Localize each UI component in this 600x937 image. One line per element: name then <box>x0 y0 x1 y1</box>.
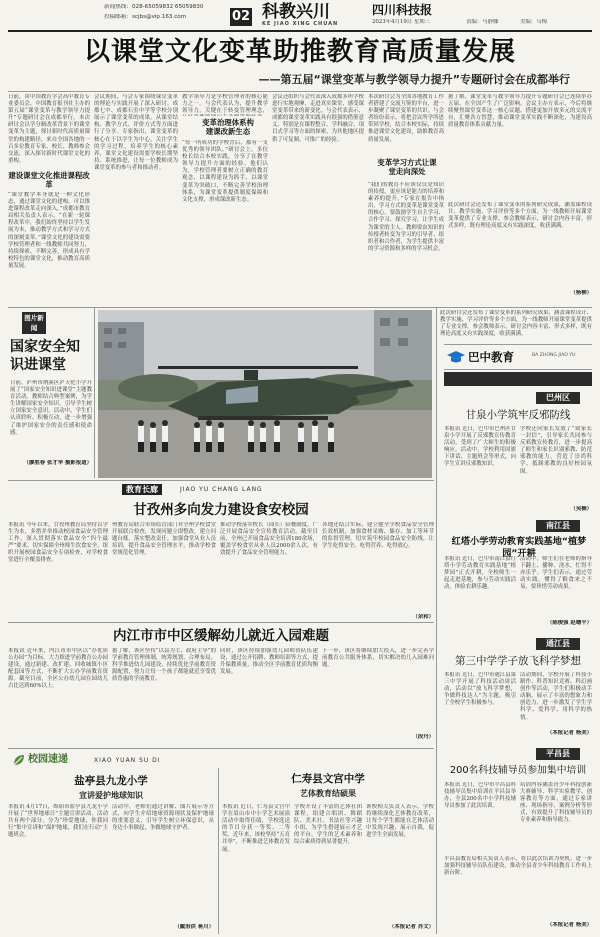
edu-a1-c1: 本报讯 今年以来，甘孜州教育局坚持以学生为本，多措并举推动校园食品安全管理工作，深入贯彻落实食品安全“四个最严”要求，切实保障全州师生饮食安全。组织开展校园食品安全专项检查，对学校食堂进行全覆盖排查。 <box>8 522 108 564</box>
edu-a2-c1: 本报讯 近年来，内江市市中区以“办优质公办园”为目标，大力推进学前教育公办园建设，通过新建、改扩建、回收城镇小区配套园等方式，不断扩大公办学前教育资源。截至目前，全区公办幼儿园在园幼儿占比达到60%以上。 <box>8 648 108 690</box>
bazhong-a4-title: 200名科技辅导员参加集中培训 <box>449 765 587 776</box>
lead-col1: 日前，由中国教育学会高中教育专业委员会、中国教育报刊社主办的第五届“课堂变革与教学领导力提升”专题研讨会在成都举行。本次研讨会以学分制改革背景下的课堂变革为主题，探讨新时代高质量课堂的构建路径，来自全国各地的一百多位教育专家、校长、教师参会交流，深入探讨新时代课堂文化的重构。 <box>8 94 90 164</box>
issue-date: 2023年4月19日 星期三 <box>372 19 431 25</box>
graduation-cap-icon <box>446 350 466 366</box>
section-title: 科教兴川 <box>262 2 330 22</box>
campus-a2-title: 仁寿县文宫中学 <box>291 773 365 785</box>
feature-top-rule <box>8 307 592 308</box>
district-tag-nanjiang: 南江县 <box>536 520 580 532</box>
right-column-divider <box>436 308 437 934</box>
paper-name: 四川科技报 <box>372 3 433 17</box>
bazhong-info-strip <box>444 372 592 386</box>
feature-tag: 图片新闻 <box>22 312 46 334</box>
bazhong-a3-title: 第三中学学子放飞科学梦想 <box>455 655 581 667</box>
masthead-tel: 新闻热线：028-65059832 65059830 <box>104 4 204 10</box>
campus-section-header <box>8 752 208 768</box>
bazhong-a2-c2: 活动中，师生们在老师的指导下翻土、播种、浇水，忙得不亦乐乎。学生们表示，通过劳动实践，懂得了粮食来之不易，要珍惜劳动成果。 <box>520 556 592 591</box>
lead-col4: 会议还组织与会代表深入成都多所学校进行实地观摩，走进真实课堂，感受课堂变革带来的新变化。与会代表表示，成都的课堂变革实践具有很强的借鉴意义，特别是在课程整合、学科融合、项目式学习等方面的探索，为其他地区提供了可复制、可推广的经验。 <box>272 94 364 143</box>
edu-a1-title: 甘孜州多向发力建设食安校园 <box>133 502 309 518</box>
lead-col5: 本次研讨会为全国各地教育工作者搭建了交流互鉴的平台，进一步凝聚了课堂变革的共识。与会者纷纷表示，将把会议所学所思带回学校，结合本校实际，持续推进课堂文化建设，助推教育高质量发展。 <box>368 94 444 143</box>
bazhong-a1-c1: 本报讯 近日，巴中市巴州区甘泉小学开展了反邪教宣传教育活动，受到了广大师生的积极响应。活动中，学校利用国旗下讲话、主题班会等形式，向学生宣讲反邪教知识。 <box>444 426 516 468</box>
leaf-icon <box>12 753 26 767</box>
campus-a1-title: 盐亭县九龙小学 <box>74 775 148 787</box>
lead-col1b: “课堂教学本身就是一种文化形态，通过课堂文化的建构，可以推进课程改革走向深入。”成都市教育局相关负责人表示，“在新一轮课程改革中，我们始终坚持以学生发展为本，推动教学方式和学习方式的深刻变革。”课堂文化的建设需要学校管理者和一线教师共同努力，持续探索、不断完善，形成具有学校特色的课堂文化，推动教育高质量发展。 <box>8 192 90 269</box>
bazhong-a3-c2: 活动期间，学校开展了科技小制作、科普知识竞赛、科幻画创作等活动，学生们积极动手动脑，展示了丰富的想象力和创造力，进一步激发了学生学科学、爱科学、用科学的热情。 <box>520 672 592 721</box>
edu-a1-c2: 州教育局联合市场监管部门对全州学校食堂开展联合检查，发现问题立即整改，建立问题台账，落实整改责任。加强食堂从业人员培训，提升食品安全管理水平，推动学校食堂规范化管理。 <box>112 522 216 557</box>
feature-body: 日前，泸州市纳溪区泸天化小学开展了“国家安全知识进课堂”主题教育活动。教师结合典型案例，为学生讲解国家安全知识，引导学生树立国家安全意识。活动中，学生们认真聆听、积极互动，进一步增强了维护国家安全的责任感和使命感。 <box>10 380 92 436</box>
bazhong-banner-title: 巴中教育 <box>468 350 514 364</box>
designer: 美编：乌梅 <box>520 19 547 25</box>
district-tag-pingchang: 平昌县 <box>536 748 580 760</box>
lead-subhead-3: 变革学习方式让课堂走向深处 <box>377 158 437 176</box>
lead-col5b: “我们的教育不应该仅仅是知识的传授，更应该是能力的培养和素养的提升。”专家在报告中指出，学习方式的变革是课堂变革的核心。要鼓励学生自主学习、合作学习、探究学习，让学生成为课堂的主人。教师要由知识的传授者转变为学习的引导者、组织者和合作者，为学生提供丰富的学习资源和多样的学习机会。 <box>368 182 444 252</box>
bazhong-a2-c1: 本报讯 近日，巴中市南江县红塔小学劳动教育实践基地“植梦园”正式开耕，全校师生一起走进基地，参与劳动实践活动，体验农耕乐趣。 <box>444 556 516 591</box>
lead-col6b: 此次研讨会还发布了课堂变革的系列研究成果，涵盖课程设计、教学实施、学习评价等多个方面，为一线教师开展课堂变革提供了专业支撑。参会教师表示，研讨会内容丰富、形式多样，既有理论高度又有实践深度，收获满满。 <box>448 202 592 230</box>
helicopter-scene-illustration <box>98 310 432 478</box>
campus-top-rule <box>8 748 434 749</box>
campus-divider <box>218 768 219 934</box>
education-section-header <box>100 483 340 497</box>
bazhong-a2-title: 红塔小学劳动教育实践基地“植梦园”开耕 <box>451 536 587 559</box>
bazhong-banner-en: BA ZHONG JIAO YU <box>532 353 576 358</box>
campus-a1-c1: 本报讯 4月17日，绵阳市盐亭县九龙小学开展了“世界地球日”主题宣讲活动。活动共有两个部分，分为“珍爱地球，你我同行”集中宣讲和“保护地球，我们在行动”主题班会。 <box>8 804 108 839</box>
campus-a2-c2: 学校开设了丰富的艺体社团课程，组建合唱团、舞蹈队、美术社、书法社等兴趣小组，为学生搭建展示才艺的平台，学生的艺术素养和综合素质得到显著提升。 <box>294 804 362 846</box>
lead-col2: 会议期间，与会专家围绕课堂变革的理论与实践开展了深入研讨。成都七中、成都石室中学等学校分别展示了课堂变革的成果，从课堂结构、教学方式、评价方式等方面进行了分享。专家指出，课堂变革的核心在于以学生为中心，关注学生的学习过程，培养学生的核心素养，课堂文化建设需要学校长期坚持、系统推进，让每一位教师成为课堂变革的参与者和推动者。 <box>94 94 178 171</box>
education-section-label: 教育长廊 <box>122 484 162 495</box>
bazhong-a2-byline: （陈俊强 赵曙平） <box>546 620 592 626</box>
education-section-en: JIAO YU CHANG LANG <box>180 486 263 493</box>
district-tag-tongjiang: 通江县 <box>536 638 580 650</box>
bazhong-a4-c2: 培训内容涵盖青少年科技创新大赛辅导、科学实验教学、创客教育等方面，通过专家讲座、现场指导、案例分析等形式，有效提升了科技辅导员的专业素养和指导能力。 <box>520 782 592 824</box>
edu-a2-c2: 据了解，该区坚持“以县为主、政府主导”的学前教育管理体制，统筹规划，合理布局，科学推进幼儿园建设，持续优化学前教育资源配置，努力让每一个孩子都能就近享受优质普惠的学前教育。 <box>112 648 216 683</box>
feature-credit: （廖胜春 张才华 摄影报道） <box>23 460 92 466</box>
edu-a2-c4: 下一步，该区将继续加大投入，进一步完善学前教育公共服务体系，切实解决幼儿入园难问题。 <box>322 648 434 669</box>
edu-a2-c3: 同时，该区持续加强幼儿园师资队伍建设，通过公开招聘、教师培训等方式，提升保教质量，推动全区学前教育优质均衡发展。 <box>220 648 318 676</box>
feature-title: 国家安全知识进课堂 <box>10 339 80 373</box>
bazhong-a3-byline: （本报记者 杨美） <box>546 730 592 736</box>
page-number: 02 <box>231 9 251 24</box>
campus-a1-sub: 宣讲爱护地球知识 <box>79 791 143 800</box>
feature-divider <box>94 308 95 478</box>
bazhong-a4-byline: （本报记者 杨美） <box>546 922 592 928</box>
lead-source: （杨柳） <box>570 290 592 296</box>
bazhong-a1-title: 甘泉小学筑牢反邪防线 <box>465 409 571 421</box>
edu-a1-c4: 各地还结合实际，建立健全学校食品安全管理长效机制，加强食材采购、储存、加工等环节的监督管理，切实筑牢校园食品安全防线，让学生吃得安全、吃得营养、吃得放心。 <box>322 522 434 550</box>
campus-a2-sub: 艺体教育结硕果 <box>300 789 356 798</box>
lead-col3b: “每一所成功的学校背后，都有一支优秀的领导团队。”研讨会上，多位校长结合本校实践，分享了在教学领导力提升方面的经验。他们认为，学校管理者要树立正确的教育观念，以课程建设为抓手，以课堂变革为突破口，不断完善学校治理体系，为课堂变革提供制度保障和文化支撑，形成课改新生态。 <box>182 140 268 203</box>
campus-a2-byline: （本报记者 苏文） <box>388 924 434 930</box>
campus-section-en: XIAO YUAN SU DI <box>94 757 161 764</box>
section-title-en: KE JIAO XING CHUAN <box>262 21 339 27</box>
lead-subhead-1: 建设课堂文化推进课程改革 <box>8 171 90 189</box>
district-tag-bazhou: 巴州区 <box>536 392 580 404</box>
lead-col7: 此次研讨会还发布了课堂变革的系列研究成果，涵盖课程设计、教学实施、学习评价等多个方面，为一线教师开展课堂变革提供了专业支撑。参会教师表示，研讨会内容丰富、形式多样，既有理论高度又有实践深度，收获满满。 <box>440 310 592 338</box>
campus-a1-byline: （戴治洪 蒋川） <box>174 924 214 930</box>
lead-rule <box>8 91 592 92</box>
bazhong-a4-c1: 本报讯 近日，巴中市平昌县科技辅导员集中培训在平昌县举办，全县200名中小学科技辅导员参加了此次培训。 <box>444 782 516 810</box>
bazhong-a1-byline: （吴楠） <box>570 506 592 512</box>
masthead-email: 投稿邮箱：scjbs@vip.163.com <box>104 14 187 20</box>
edu-a2-title: 内江市市中区缓解幼儿就近入园难题 <box>113 628 329 644</box>
campus-a2-c1: 本报讯 近日，仁寿县文宫中学在眉山市中小学艺术展演活动中取得佳绩，学校选送的节目分获一等奖、二等奖。近年来，该校坚持“五育并举”，不断推进艺体教育发展。 <box>222 804 290 853</box>
campus-section-label: 校园速递 <box>28 754 68 765</box>
edu-a2-byline: （段丹） <box>412 734 434 740</box>
edu-a2-rule <box>8 622 434 623</box>
feature-photo <box>98 310 432 478</box>
lead-headline: 以课堂文化变革助推教育高质量发展 <box>83 37 516 67</box>
edu-a1-c3: 推动学校落实校长（园长）陪餐制度，广泛开展食品安全宣传教育活动。截至目前，全州已开展食品安全培训180余场，覆盖学校食堂从业人员2000余人次，有效提升了食品安全管理能力。 <box>220 522 318 557</box>
masthead-rule <box>8 30 592 32</box>
lead-col6: 据了解，课堂变革与教学领导力提升专题研讨会已连续举办五届，在全国产生了广泛影响。会议主办方表示，今后将继续聚焦课堂变革这一核心议题，搭建更加开放多元的交流平台，汇聚各方智慧，推动课堂变革实践不断深化，为建设高质量教育体系贡献力量。 <box>448 94 592 129</box>
education-top-rule <box>8 480 434 481</box>
editor: 责编：马静娜 <box>466 19 499 25</box>
edu-a1-byline: （余和） <box>412 614 434 620</box>
bazhong-a1-c2: 学校还向家长发放了“致家长一封信”，引导家长共同参与反邪教宣传教育，进一步提高了师生和家长识别邪教、防范邪教的能力，营造了崇尚科学、抵制邪教的良好校园氛围。 <box>520 426 592 475</box>
bazhong-banner <box>444 344 592 370</box>
masthead <box>0 0 600 30</box>
lead-subheadline: ——第五届“课堂变革与教学领导力提升”专题研讨会在成都举行 <box>258 73 570 86</box>
campus-a1-c2: 活动中，老师们通过讲解、图片展示等方式，向学生介绍地球资源现状及保护地球的重要意义，引导学生树立环保意识，从身边小事做起，争做地球守护者。 <box>112 804 214 832</box>
lead-subhead-2: 变革治理体系构建课改新生态 <box>202 118 254 136</box>
campus-a2-c3: 该校相关负责人表示，学校将继续深化艺体教育改革，让每个学生都能在艺体活动中发现兴趣、展示自我，促进学生全面发展。 <box>366 804 434 839</box>
lead-col3: 教学领导力是学校管理者的核心能力之一。与会代表认为，提升教学领导力，关键在于转变管理理念， <box>182 94 268 115</box>
bazhong-a4-c3: 平昌县教育局相关负责人表示，将以此次培训为契机，进一步加强科技辅导员队伍建设，推动全县青少年科技教育工作再上新台阶。 <box>444 856 592 877</box>
bazhong-a3-c1: 本报讯 近日，巴中市通江县第三中学开展了科技活动周活动，活动以“放飞科学梦想，争做科技达人”为主题，吸引了全校学生积极参与。 <box>444 672 516 707</box>
